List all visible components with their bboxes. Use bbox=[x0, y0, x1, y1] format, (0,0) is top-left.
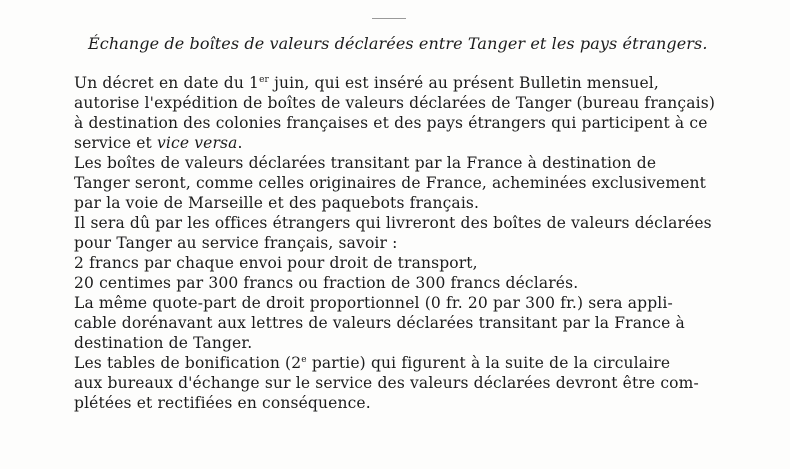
paragraph-1-line-3: à destination des colonies françaises et des pays étrangers qui participent à ce bbox=[74, 114, 708, 132]
text-segment: . bbox=[237, 134, 243, 152]
paragraph-1-line-4 bbox=[74, 133, 243, 153]
paragraph-4-line-1: La même quote-part de droit proportionnel (0 fr. 20 par 300 fr.) sera appli- bbox=[74, 294, 673, 312]
page-title: Échange de boîtes de valeurs déclarées entre Tanger et les pays étrangers. bbox=[88, 34, 708, 53]
paragraph-5-line-3: plétées et rectifiées en conséquence. bbox=[74, 394, 371, 412]
paragraph-2-line-3: par la voie de Marseille et des paquebots français. bbox=[74, 194, 480, 212]
italic-phrase: vice versa bbox=[157, 134, 238, 152]
text-segment: Les tables de bonification (2 bbox=[74, 354, 302, 372]
paragraph-2-line-1: Les boîtes de valeurs déclarées transitant par la France à destination de bbox=[74, 154, 657, 172]
text-segment: service et bbox=[74, 134, 158, 152]
paragraph-3-line-2: pour Tanger au service français, savoir : bbox=[74, 234, 398, 252]
paragraph-2-line-2: Tanger seront, comme celles originaires de France, acheminées exclusivement bbox=[74, 174, 707, 192]
paragraph-5-line-2: aux bureaux d'échange sur le service des valeurs déclarées devront être com- bbox=[74, 374, 699, 392]
text-segment: juin, qui est inséré au présent Bulletin mensuel, bbox=[269, 74, 659, 92]
paragraph-4-line-3: destination de Tanger. bbox=[74, 334, 253, 352]
fee-item-proportional: 20 centimes par 300 francs ou fraction de 300 francs déclarés. bbox=[74, 274, 579, 292]
superscript: e bbox=[301, 355, 307, 365]
paragraph-1-line-2: autorise l'expédition de boîtes de valeurs déclarées de Tanger (bureau français) bbox=[74, 94, 716, 112]
paragraph-3-line-1: Il sera dû par les offices étrangers qui livreront des boîtes de valeurs déclarées bbox=[74, 214, 712, 232]
paragraph-4-line-2: cable dorénavant aux lettres de valeurs déclarées transitant par la France à bbox=[74, 314, 685, 332]
text-segment: partie) qui figurent à la suite de la circulaire bbox=[306, 354, 671, 372]
paragraph-5-line-1 bbox=[74, 353, 670, 373]
scan-mark bbox=[372, 18, 406, 19]
superscript: er bbox=[259, 75, 269, 85]
text-segment: Un décret en date du 1 bbox=[74, 74, 260, 92]
fee-item-transport: 2 francs par chaque envoi pour droit de transport, bbox=[74, 254, 478, 272]
paragraph-1-line-1 bbox=[74, 73, 659, 93]
